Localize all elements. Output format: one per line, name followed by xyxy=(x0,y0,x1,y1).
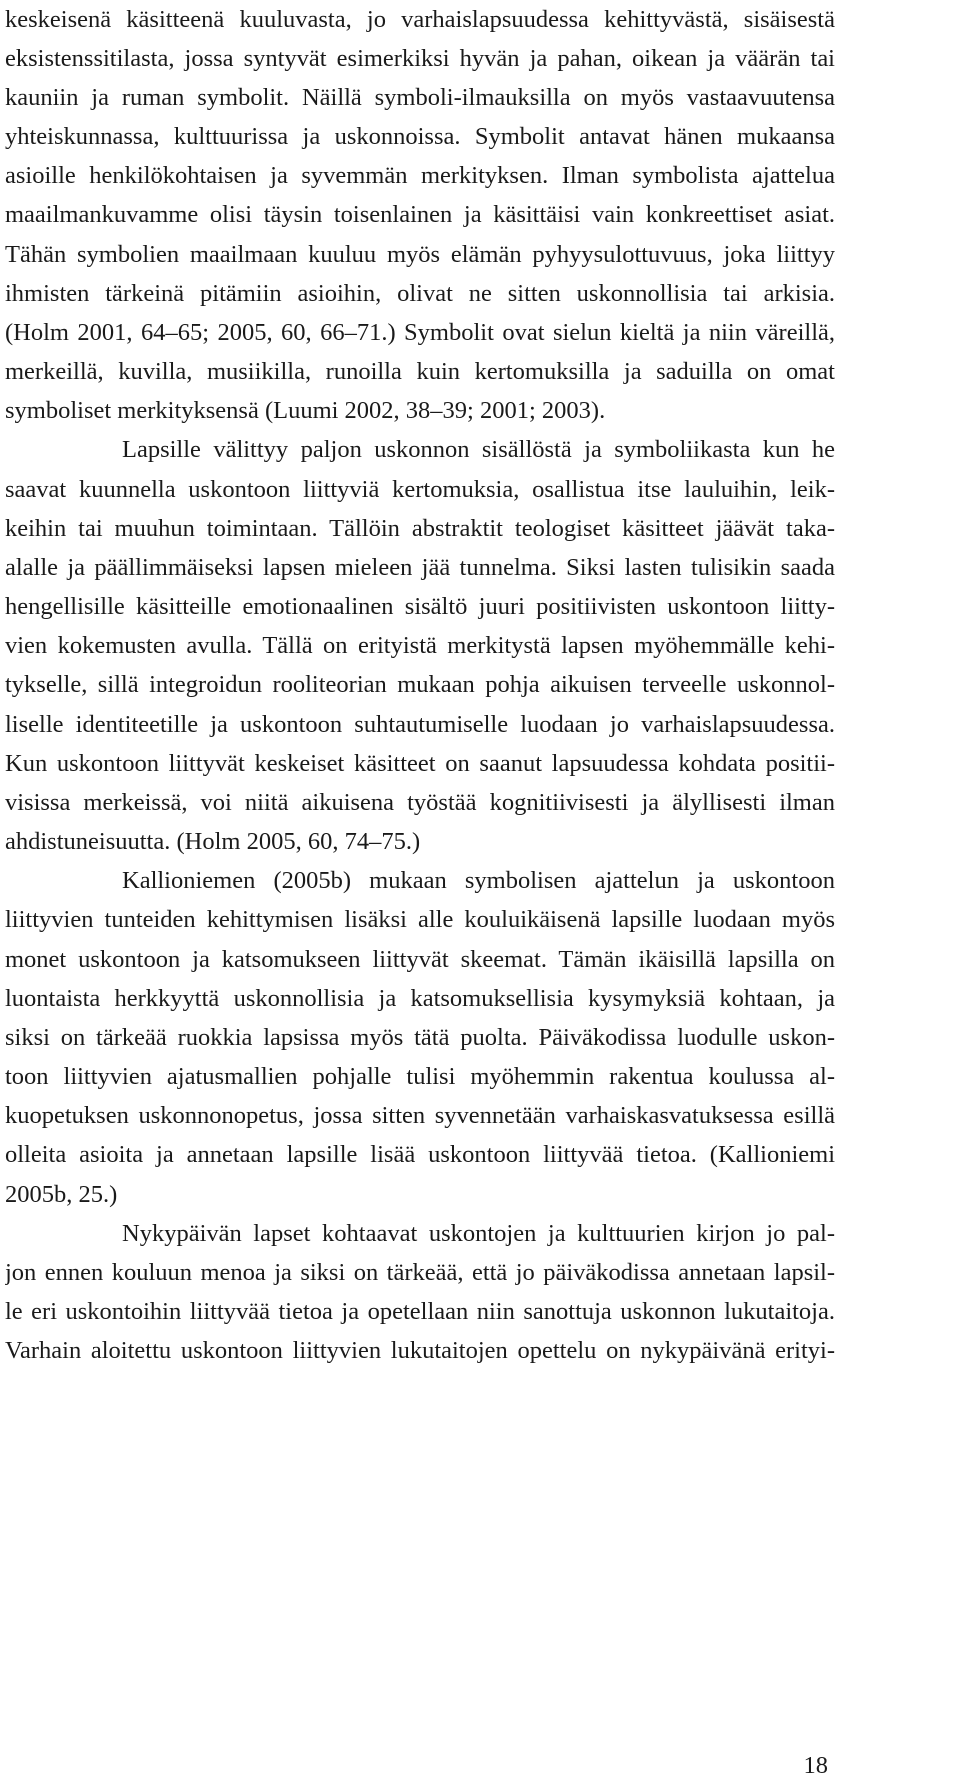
text-line: hengellisille käsitteille emotionaalinen sisältö juuri positiivisten uskontoon liitty- xyxy=(5,593,835,620)
text-line: visissa merkeissä, voi niitä aikuisena työstää kognitiivisesti ja älyllisesti ilman xyxy=(5,789,835,816)
text-line: yhteiskunnassa, kulttuurissa ja uskonnoissa. Symbolit antavat hänen mukaansa xyxy=(5,123,835,150)
text-line: merkeillä, kuvilla, musiikilla, runoilla kuin kertomuksilla ja saduilla on omat xyxy=(5,358,835,385)
text-line: Varhain aloitettu uskontoon liittyvien lukutaitojen opettelu on nykypäivänä erityi- xyxy=(5,1337,835,1364)
text-line: vien kokemusten avulla. Tällä on erityistä merkitystä lapsen myöhemmälle kehi- xyxy=(5,632,835,659)
text-line: siksi on tärkeää ruokkia lapsissa myös tätä puolta. Päiväkodissa luodulle uskon- xyxy=(5,1024,835,1051)
paragraph-first-line: Kallioniemen (2005b) mukaan symbolisen ajattelun ja uskontoon xyxy=(122,867,835,894)
text-line: keihin tai muuhun toimintaan. Tällöin abstraktit teologiset käsitteet jäävät taka- xyxy=(5,515,835,542)
text-line: saavat kuunnella uskontoon liittyviä kertomuksia, osallistua itse lauluihin, leik- xyxy=(5,476,835,503)
text-line: asioille henkilökohtaisen ja syvemmän merkityksen. Ilman symbolista ajattelua xyxy=(5,162,835,189)
text-line: luontaista herkkyyttä uskonnollisia ja katsomuksellisia kysymyksiä kohtaan, ja xyxy=(5,985,835,1012)
text-line: 2005b, 25.) xyxy=(5,1181,118,1208)
text-line: monet uskontoon ja katsomukseen liittyvät skeemat. Tämän ikäisillä lapsilla on xyxy=(5,946,835,973)
text-line: toon liittyvien ajatusmallien pohjalle tulisi myöhemmin rakentua koulussa al- xyxy=(5,1063,835,1090)
text-line: liselle identiteetille ja uskontoon suhtautumiselle luodaan jo varhaislapsuudessa. xyxy=(5,711,835,738)
paragraph-first-line: Nykypäivän lapset kohtaavat uskontojen ja kulttuurien kirjon jo pal- xyxy=(122,1220,835,1247)
text-line: olleita asioita ja annetaan lapsille lisää uskontoon liittyvää tietoa. (Kallioniemi xyxy=(5,1141,835,1168)
paragraph-first-line: Lapsille välittyy paljon uskonnon sisällöstä ja symboliikasta kun he xyxy=(122,436,835,463)
text-line: ahdistuneisuutta. (Holm 2005, 60, 74–75.) xyxy=(5,828,421,855)
text-line: kuopetuksen uskonnonopetus, jossa sitten syvennetään varhaiskasvatuksessa esillä xyxy=(5,1102,835,1129)
text-line: ihmisten tärkeinä pitämiin asioihin, olivat ne sitten uskonnollisia tai arkisia. xyxy=(5,280,835,307)
text-line: alalle ja päällimmäiseksi lapsen mieleen jää tunnelma. Siksi lasten tulisikin saada xyxy=(5,554,835,581)
text-line: tykselle, sillä integroidun rooliteorian mukaan pohja aikuisen terveelle uskonnol- xyxy=(5,671,835,698)
text-line: (Holm 2001, 64–65; 2005, 60, 66–71.) Symbolit ovat sielun kieltä ja niin väreillä, xyxy=(5,319,835,346)
text-line: Kun uskontoon liittyvät keskeiset käsitteet on saanut lapsuudessa kohdata positii- xyxy=(5,750,835,777)
text-line: liittyvien tunteiden kehittymisen lisäksi alle kouluikäisenä lapsille luodaan myös xyxy=(5,906,835,933)
page-number: 18 xyxy=(803,1752,828,1779)
text-line: symboliset merkityksensä (Luumi 2002, 38–39; 2001; 2003). xyxy=(5,397,606,424)
text-line: keskeisenä käsitteenä kuuluvasta, jo varhaislapsuudessa kehittyvästä, sisäisestä xyxy=(5,6,835,33)
text-line: kauniin ja ruman symbolit. Näillä symboli-ilmauksilla on myös vastaavuutensa xyxy=(5,84,835,111)
text-line: le eri uskontoihin liittyvää tietoa ja opetellaan niin sanottuja uskonnon lukutaitoja. xyxy=(5,1298,835,1325)
text-line: maailmankuvamme olisi täysin toisenlainen ja käsittäisi vain konkreettiset asiat. xyxy=(5,201,835,228)
text-line: Tähän symbolien maailmaan kuuluu myös elämän pyhyysulottuvuus, joka liittyy xyxy=(5,241,835,268)
text-line: jon ennen kouluun menoa ja siksi on tärkeää, että jo päiväkodissa annetaan lapsil- xyxy=(5,1259,835,1286)
text-line: eksistenssitilasta, jossa syntyvät esimerkiksi hyvän ja pahan, oikean ja väärän tai xyxy=(5,45,835,72)
